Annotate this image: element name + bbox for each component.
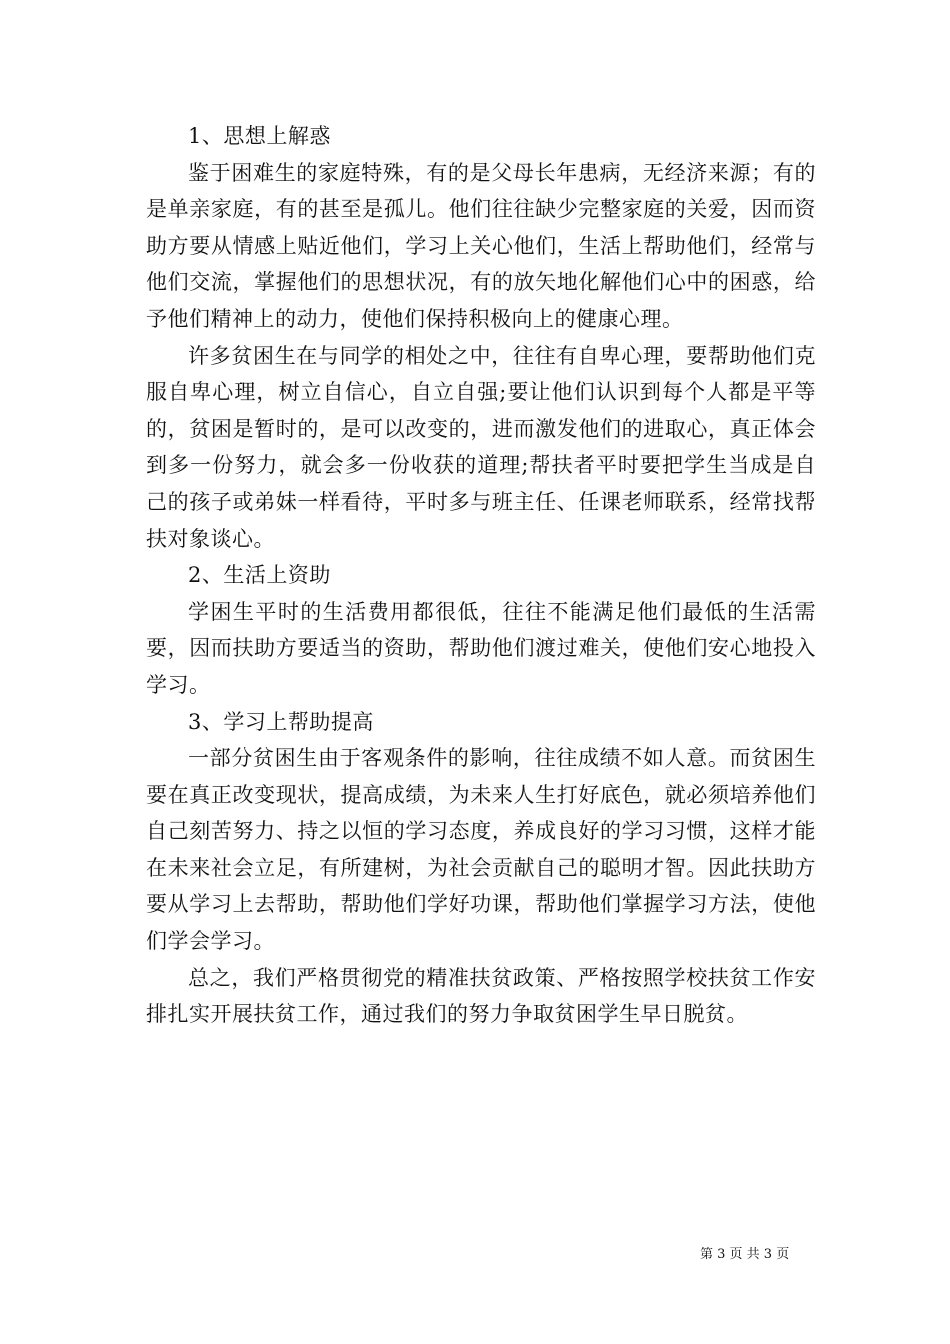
paragraph-3-1: 一部分贫困生由于客观条件的影响，往往成绩不如人意。而贫困生要在真正改变现状，提高成绩，为未来人生打好底色，就必须培养他们自己刻苦努力、持之以恒的学习态度，养成良好的学习习惯，这样才能在未来社会立足，有所建树，为社会贡献自己的聪明才智。因此扶助方要从学习上去帮助，帮助他们学好功课，帮助他们掌握学习方法，使他们学会学习。 <box>146 746 816 954</box>
page-number-footer: 第 3 页 共 3 页 <box>700 1247 790 1262</box>
document-body <box>146 118 816 1033</box>
section-heading-1: 1、思想上解惑 <box>188 124 331 148</box>
paragraph-3-2: 总之，我们严格贯彻党的精准扶贫政策、严格按照学校扶贫工作安排扎实开展扶贫工作，通过我们的努力争取贫困学生早日脱贫。 <box>146 965 816 1027</box>
section-heading-3: 3、学习上帮助提高 <box>188 709 374 734</box>
section-heading-2: 2、生活上资助 <box>188 563 331 588</box>
paragraph-2-1: 学困生平时的生活费用都很低，往往不能满足他们最低的生活需要，因而扶助方要适当的资助，帮助他们渡过难关，使他们安心地投入学习。 <box>146 599 816 697</box>
paragraph-1-1: 鉴于困难生的家庭特殊，有的是父母长年患病，无经济来源；有的是单亲家庭，有的甚至是孤儿。他们往往缺少完整家庭的关爱，因而资助方要从情感上贴近他们，学习上关心他们，生活上帮助他们，经常与他们交流，掌握他们的思想状况，有的放矢地化解他们心中的困惑，给予他们精神上的动力，使他们保持积极向上的健康心理。 <box>146 160 816 331</box>
paragraph-1-2: 许多贫困生在与同学的相处之中，往往有自卑心理，要帮助他们克服自卑心理，树立自信心，自立自强;要让他们认识到每个人都是平等的，贫困是暂时的，是可以改变的，进而激发他们的进取心，真正体会到多一份努力，就会多一份收获的道理;帮扶者平时要把学生当成是自己的孩子或弟妹一样看待，平时多与班主任、任课老师联系，经常找帮扶对象谈心。 <box>146 343 816 551</box>
